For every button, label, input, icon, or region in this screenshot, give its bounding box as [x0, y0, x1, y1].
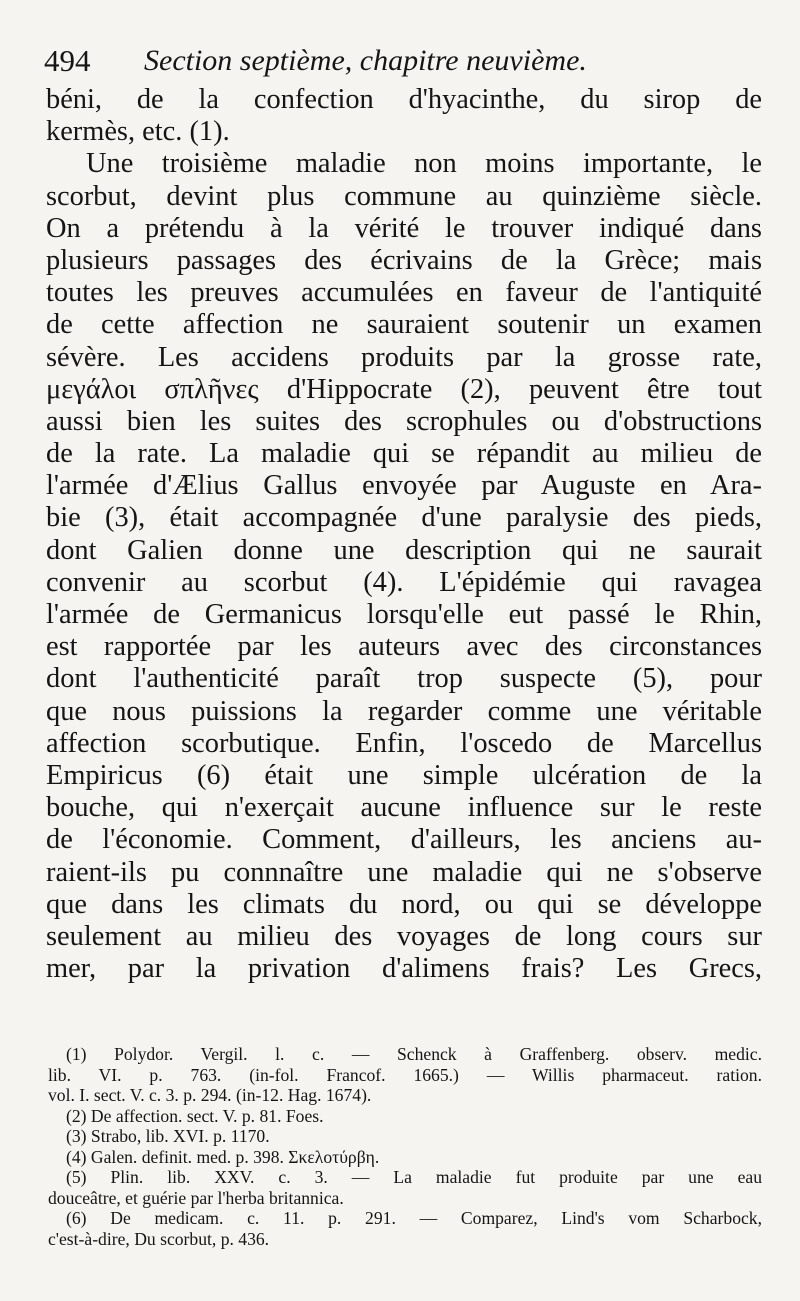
running-title: Section septième, chapitre neuvième. — [144, 44, 587, 77]
body-line: de la rate. La maladie qui se répandit au milieu de — [46, 438, 762, 470]
body-line: est rapportée par les auteurs avec des circonstances — [46, 631, 762, 663]
body-line: l'armée de Germanicus lorsqu'elle eut passé le Rhin, — [46, 599, 762, 630]
footnote-line: (1) Polydor. Vergil. l. c. — Schenck à Graffenberg. observ. medic. — [66, 1044, 762, 1064]
body-line: bouche, qui n'exerçait aucune influence sur le reste — [46, 792, 762, 824]
body-line: que nous puissions la regarder comme une véritable — [46, 695, 762, 727]
footnote-line: c'est-à-dire, Du scorbut, p. 436. — [48, 1228, 270, 1249]
body-line: kermès, etc. (1). — [46, 116, 230, 148]
footnote-line: (4) Galen. definit. med. p. 398. Σκελοτύρβη. — [66, 1146, 380, 1167]
footnote-separator — [48, 1026, 762, 1027]
body-line: mer, par la privation d'alimens frais? Les Grecs, — [46, 953, 762, 985]
page-header — [44, 38, 774, 84]
footnote-line: (3) Strabo, lib. XVI. p. 1170. — [66, 1126, 270, 1146]
body-line: l'armée d'Ælius Gallus envoyée par Auguste en Ara- — [46, 470, 762, 502]
body-line: raient-ils pu connnaître une maladie qui ne s'observe — [46, 856, 762, 888]
body-line: μεγάλοι σπλῆνες d'Hippocrate (2), peuvent être tout — [46, 373, 762, 405]
footnote-line: (6) De medicam. c. 11. p. 291. — Comparez, Lind's vom Scharbock, — [66, 1208, 762, 1228]
body-line: béni, de la confection d'hyacinthe, du sirop de — [46, 84, 762, 115]
body-line: dont l'authenticité paraît trop suspecte (5), pour — [46, 663, 762, 695]
body-line: toutes les preuves accumulées en faveur de l'antiquité — [46, 277, 762, 309]
body-line: aussi bien les suites des scrophules ou d'obstructions — [46, 405, 762, 437]
body-line: de l'économie. Comment, d'ailleurs, les anciens au- — [46, 824, 762, 856]
footnote-line: (2) De affection. sect. V. p. 81. Foes. — [66, 1105, 324, 1126]
body-text — [46, 84, 762, 985]
body-line: Empiricus (6) était une simple ulcération de la — [46, 759, 762, 791]
body-line: scorbut, devint plus commune au quinzième siècle. — [46, 180, 762, 212]
footnote-line: douceâtre, et guérie par l'herba britannica. — [48, 1187, 344, 1208]
body-line: dont Galien donne une description qui ne saurait — [46, 534, 762, 566]
body-line: seulement au milieu des voyages de long cours sur — [46, 920, 762, 952]
body-line: On a prétendu à la vérité le trouver indiqué dans — [46, 212, 762, 244]
body-line: de cette affection ne sauraient soutenir un examen — [46, 309, 762, 341]
body-line: affection scorbutique. Enfin, l'oscedo de Marcellus — [46, 727, 762, 759]
body-line: que dans les climats du nord, ou qui se développe — [46, 888, 762, 920]
body-line: bie (3), était accompagnée d'une paralysie des pieds, — [46, 502, 762, 534]
footnote-line: vol. I. sect. V. c. 3. p. 294. (in-12. Hag. 1674). — [48, 1085, 372, 1105]
footnote-line: lib. VI. p. 763. (in-fol. Francof. 1665.) — Willis pharmaceut. ration. — [48, 1064, 762, 1085]
body-line: Une troisième maladie non moins importante, le — [86, 148, 762, 180]
footnote-line: (5) Plin. lib. XXV. c. 3. — La maladie fut produite par une eau — [66, 1167, 762, 1187]
body-line: plusieurs passages des écrivains de la Grèce; mais — [46, 244, 762, 276]
footnotes — [48, 1044, 762, 1249]
page-number: 494 — [44, 43, 91, 78]
body-line: convenir au scorbut (4). L'épidémie qui ravagea — [46, 566, 762, 598]
body-line: sévère. Les accidens produits par la grosse rate, — [46, 341, 762, 373]
